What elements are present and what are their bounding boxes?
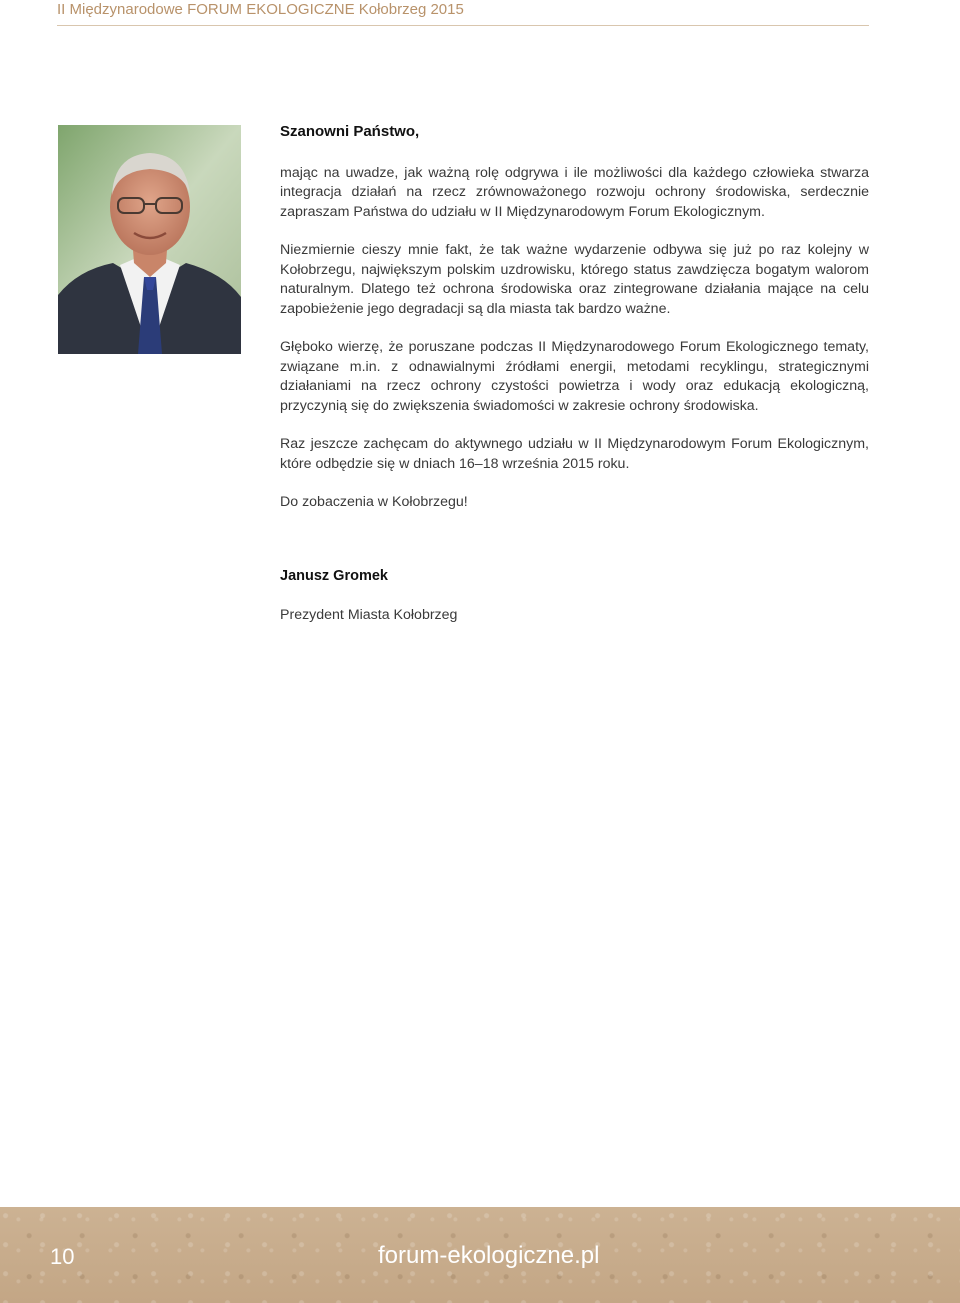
portrait-illustration	[58, 125, 241, 354]
letter-paragraph: Głęboko wierzę, że poruszane podczas II Międzynarodowego Forum Ekologicznego tematy, związane m.in. z odnawialnymi źródłami energii, metodami recyklingu, strategicznymi działaniami na rzecz ochrony czystości powietrza i wody oraz edukacją ekologiczną, przyczynią się do zwiększenia świadomości w zakresie ochrony środowiska.	[280, 339, 869, 414]
letter-paragraph: mając na uwadze, jak ważną rolę odgrywa i ile możliwości dla każdego człowieka stwarza integracja działań na rzecz zrównoważonego rozwoju ochrony środowiska, serdecznie zapraszam Państwa do udziału w II Międzynarodowym Forum Ekologicznym.	[280, 164, 869, 220]
header-divider	[57, 25, 869, 26]
signature-title: Prezydent Miasta Kołobrzeg	[280, 607, 458, 623]
header-title: II Międzynarodowe FORUM EKOLOGICZNE Kołobrzeg 2015	[57, 1, 464, 18]
page-number: 10	[50, 1244, 75, 1269]
letter-body	[280, 122, 869, 513]
letter-paragraph: Raz jeszcze zachęcam do aktywnego udziału w II Międzynarodowym Forum Ekologicznym, które odbędzie się w dniach 16–18 września 2015 roku.	[280, 436, 869, 472]
letter-paragraph: Niezmiernie cieszy mnie fakt, że tak ważne wydarzenie odbywa się już po raz kolejny w Kołobrzegu, największym polskim uzdrowisku, którego status zawdzięcza bogatym walorom naturalnym. Dlatego też ochrona środowiska oraz zintegrowane działania mające na celu zapobieżenie jego degradacji są dla miasta tak bardzo ważne.	[280, 242, 869, 317]
letter-closing: Do zobaczenia w Kołobrzegu!	[280, 494, 468, 510]
signature-name: Janusz Gromek	[280, 568, 388, 584]
portrait-photo	[58, 125, 241, 354]
letter-greeting: Szanowni Państwo,	[280, 123, 420, 140]
footer-website-link[interactable]: forum-ekologiczne.pl	[378, 1242, 600, 1269]
